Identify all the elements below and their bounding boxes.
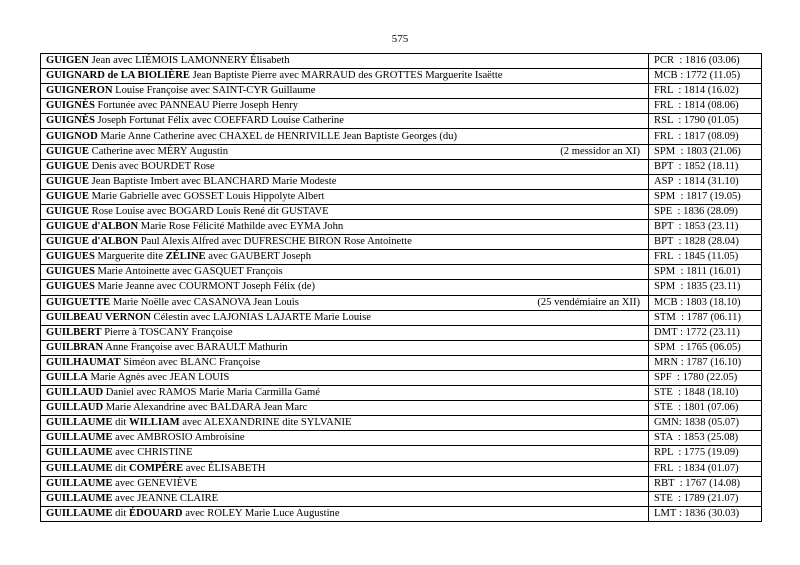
- entry-details: avec ÉLISABETH: [183, 462, 266, 474]
- entry-cell: [41, 280, 649, 295]
- entry-cell: [41, 401, 649, 416]
- entry-details: Louise Françoise avec SAINT-CYR Guillaume: [112, 85, 316, 97]
- table-row: [41, 129, 762, 144]
- entry-details: Catherine avec MÉRY Augustin: [88, 145, 229, 157]
- entry-cell: [41, 295, 649, 310]
- surname: GUIGUE: [46, 190, 89, 202]
- parish-date-ref: SPM : 1817 (19.05): [649, 189, 762, 204]
- table-row: [41, 416, 762, 431]
- entry-details: avec ALEXANDRINE dite SYLVANIE: [179, 417, 352, 429]
- entry-cell: [41, 144, 649, 159]
- name-connector: dit: [112, 507, 129, 519]
- table-row: [41, 69, 762, 84]
- surname: GUIGUE: [46, 160, 89, 172]
- name-connector: dit: [112, 417, 129, 429]
- entry-cell: [41, 265, 649, 280]
- parish-date-ref: RBT : 1767 (14.08): [649, 476, 762, 491]
- parish-date-ref: STM : 1787 (06.11): [649, 310, 762, 325]
- entry-details: avec GENEVIÈVE: [112, 477, 198, 489]
- table-row: [41, 250, 762, 265]
- table-row: [41, 159, 762, 174]
- entry-details: Pierre à TOSCANY Françoise: [101, 326, 233, 338]
- surname: GUILBEAU VERNON: [46, 311, 151, 323]
- revolutionary-date-note: (25 vendémiaire an XII): [537, 296, 640, 308]
- surname: GUILLAUME: [46, 417, 113, 429]
- parish-date-ref: SPE : 1836 (28.09): [649, 204, 762, 219]
- name-connector: Marguerite dite: [94, 251, 166, 263]
- table-row: [41, 99, 762, 114]
- entry-cell: [41, 99, 649, 114]
- entry-cell: [41, 416, 649, 431]
- parish-date-ref: FRL : 1814 (08.06): [649, 99, 762, 114]
- entry-cell: [41, 506, 649, 521]
- surname: GUIGNOD: [46, 130, 98, 142]
- parish-date-ref: SPM : 1835 (23.11): [649, 280, 762, 295]
- table-row: [41, 461, 762, 476]
- surname: GUIGUE d'ALBON: [46, 221, 139, 233]
- entry-details: avec CHRISTINE: [112, 447, 193, 459]
- entry-cell: [41, 446, 649, 461]
- parish-date-ref: FRL : 1814 (16.02): [649, 84, 762, 99]
- revolutionary-date-note: (2 messidor an XI): [560, 145, 640, 157]
- entry-cell: [41, 159, 649, 174]
- entry-cell: [41, 69, 649, 84]
- surname: GUILLAUME: [46, 447, 113, 459]
- entry-cell: [41, 340, 649, 355]
- surname: GUILLAUME: [46, 477, 113, 489]
- entry-details: Marie Jeanne avec COURMONT Joseph Félix (de): [94, 281, 316, 293]
- page-number: 575: [391, 33, 409, 45]
- parish-date-ref: STA : 1853 (25.08): [649, 431, 762, 446]
- table-row: [41, 431, 762, 446]
- entry-cell: [41, 54, 649, 69]
- surname: GUIGNARD de LA BIOLIÈRE: [46, 70, 190, 82]
- parish-date-ref: STE : 1801 (07.06): [649, 401, 762, 416]
- table-row: [41, 174, 762, 189]
- parish-date-ref: RPL : 1775 (19.09): [649, 446, 762, 461]
- parish-date-ref: SPF : 1780 (22.05): [649, 370, 762, 385]
- table-row: [41, 114, 762, 129]
- surname: GUILBRAN: [46, 341, 104, 353]
- entry-cell: [41, 491, 649, 506]
- parish-date-ref: PCR : 1816 (03.06): [649, 54, 762, 69]
- table-row: [41, 340, 762, 355]
- entry-details: avec AMBROSIO Ambroisine: [112, 432, 245, 444]
- entry-details: Paul Alexis Alfred avec DUFRESCHE BIRON Rose Antoinette: [138, 236, 412, 248]
- surname: GUIGNÈS: [46, 115, 95, 127]
- entry-cell: [41, 310, 649, 325]
- surname: GUILLAUME: [46, 507, 113, 519]
- entry-details: Jean Baptiste Pierre avec MARRAUD des GROTTES Marguerite Isaëtte: [189, 70, 503, 82]
- entry-cell: [41, 189, 649, 204]
- table-row: [41, 506, 762, 521]
- name-connector: dit: [112, 462, 129, 474]
- surname: GUILLAUD: [46, 402, 104, 414]
- surname: GUIGUETTE: [46, 296, 111, 308]
- entry-cell: [41, 250, 649, 265]
- table-row: [41, 325, 762, 340]
- entry-details: Denis avec BOURDET Rose: [88, 160, 215, 172]
- table-row: [41, 401, 762, 416]
- surname: GUILLAUME: [46, 432, 113, 444]
- entry-details: Marie Antoinette avec GASQUET François: [94, 266, 283, 278]
- entry-details: Marie Anne Catherine avec CHAXEL de HENRIVILLE Jean Baptiste Georges (du): [97, 130, 457, 142]
- parish-date-ref: SPM : 1811 (16.01): [649, 265, 762, 280]
- entry-details: Anne Françoise avec BARAULT Mathurin: [103, 341, 288, 353]
- parish-date-ref: STE : 1789 (21.07): [649, 491, 762, 506]
- entry-details: Célestin avec LAJONIAS LAJARTE Marie Louise: [150, 311, 371, 323]
- entry-cell: [41, 114, 649, 129]
- table-row: [41, 189, 762, 204]
- table-row: [41, 235, 762, 250]
- table-row: [41, 386, 762, 401]
- surname: GUIGNERON: [46, 85, 113, 97]
- parish-date-ref: SPM : 1765 (06.05): [649, 340, 762, 355]
- entry-details: Rose Louise avec BOGARD Louis René dit GUSTAVE: [88, 205, 329, 217]
- parish-date-ref: RSL : 1790 (01.05): [649, 114, 762, 129]
- parish-date-ref: FRL : 1817 (08.09): [649, 129, 762, 144]
- surname: GUIGUES: [46, 251, 95, 263]
- surname: GUIGEN: [46, 55, 89, 67]
- entry-details: Marie Gabrielle avec GOSSET Louis Hippolyte Albert: [88, 190, 325, 202]
- table-row: [41, 280, 762, 295]
- surname: GUIGUES: [46, 266, 95, 278]
- entry-details: avec JEANNE CLAIRE: [112, 492, 219, 504]
- surname: GUIGNÈS: [46, 100, 95, 112]
- parish-date-ref: SPM : 1803 (21.06): [649, 144, 762, 159]
- register-rows: [41, 54, 762, 522]
- parish-date-ref: LMT : 1836 (30.03): [649, 506, 762, 521]
- parish-date-ref: DMT : 1772 (23.11): [649, 325, 762, 340]
- table-row: [41, 370, 762, 385]
- entry-details: Jean avec LIÉMOIS LAMONNERY Élisabeth: [88, 55, 290, 67]
- table-row: [41, 84, 762, 99]
- nickname: COMPÈRE: [129, 462, 184, 474]
- surname: GUILBERT: [46, 326, 102, 338]
- entry-cell: [41, 431, 649, 446]
- entry-cell: [41, 84, 649, 99]
- entry-cell: [41, 461, 649, 476]
- table-row: [41, 476, 762, 491]
- surname: GUILLAUME: [46, 492, 113, 504]
- entry-details: Siméon avec BLANC Françoise: [120, 356, 261, 368]
- entry-cell: [41, 235, 649, 250]
- entry-cell: [41, 129, 649, 144]
- table-row: [41, 144, 762, 159]
- entry-details: Fortunée avec PANNEAU Pierre Joseph Henry: [94, 100, 299, 112]
- entry-cell: [41, 220, 649, 235]
- entry-details: Joseph Fortunat Félix avec COEFFARD Louise Catherine: [94, 115, 344, 127]
- parish-date-ref: BPT : 1852 (18.11): [649, 159, 762, 174]
- surname: GUILLA: [46, 372, 88, 384]
- entry-cell: [41, 325, 649, 340]
- entry-details: avec ROLEY Marie Luce Augustine: [182, 507, 340, 519]
- parish-date-ref: STE : 1848 (18.10): [649, 386, 762, 401]
- entry-cell: [41, 386, 649, 401]
- parish-date-ref: FRL : 1834 (01.07): [649, 461, 762, 476]
- entry-cell: [41, 174, 649, 189]
- parish-date-ref: MCB : 1803 (18.10): [649, 295, 762, 310]
- table-row: [41, 295, 762, 310]
- nickname: WILLIAM: [129, 417, 180, 429]
- nickname: ÉDOUARD: [129, 507, 183, 519]
- surname: GUIGUE: [46, 175, 89, 187]
- table-row: [41, 54, 762, 69]
- entry-details: avec GAUBERT Joseph: [205, 251, 312, 263]
- surname: GUIGUE d'ALBON: [46, 236, 139, 248]
- parish-date-ref: MCB : 1772 (11.05): [649, 69, 762, 84]
- marriage-register-table: [40, 53, 762, 522]
- surname: GUIGUES: [46, 281, 95, 293]
- entry-details: Marie Agnès avec JEAN LOUIS: [87, 372, 230, 384]
- entry-details: Marie Noëlle avec CASANOVA Jean Louis: [110, 296, 299, 308]
- parish-date-ref: BPT : 1828 (28.04): [649, 235, 762, 250]
- parish-date-ref: BPT : 1853 (23.11): [649, 220, 762, 235]
- parish-date-ref: MRN : 1787 (16.10): [649, 355, 762, 370]
- parish-date-ref: GMN: 1838 (05.07): [649, 416, 762, 431]
- nickname: ZÉLINE: [165, 251, 206, 263]
- table-row: [41, 204, 762, 219]
- entry-details: Daniel avec RAMOS Marie Maria Carmilla Gamé: [103, 387, 320, 399]
- surname: GUIGUE: [46, 205, 89, 217]
- parish-date-ref: ASP : 1814 (31.10): [649, 174, 762, 189]
- table-row: [41, 491, 762, 506]
- table-row: [41, 220, 762, 235]
- surname: GUILLAUD: [46, 387, 104, 399]
- entry-details: Marie Rose Félicité Mathilde avec EYMA John: [138, 221, 344, 233]
- surname: GUILHAUMAT: [46, 356, 121, 368]
- entry-cell: [41, 204, 649, 219]
- parish-date-ref: FRL : 1845 (11.05): [649, 250, 762, 265]
- entry-cell: [41, 355, 649, 370]
- entry-details: Jean Baptiste Imbert avec BLANCHARD Marie Modeste: [88, 175, 337, 187]
- entry-cell: [41, 370, 649, 385]
- table-row: [41, 265, 762, 280]
- entry-cell: [41, 476, 649, 491]
- surname: GUIGUE: [46, 145, 89, 157]
- table-row: [41, 446, 762, 461]
- table-row: [41, 355, 762, 370]
- entry-details: Marie Alexandrine avec BALDARA Jean Marc: [103, 402, 308, 414]
- table-row: [41, 310, 762, 325]
- surname: GUILLAUME: [46, 462, 113, 474]
